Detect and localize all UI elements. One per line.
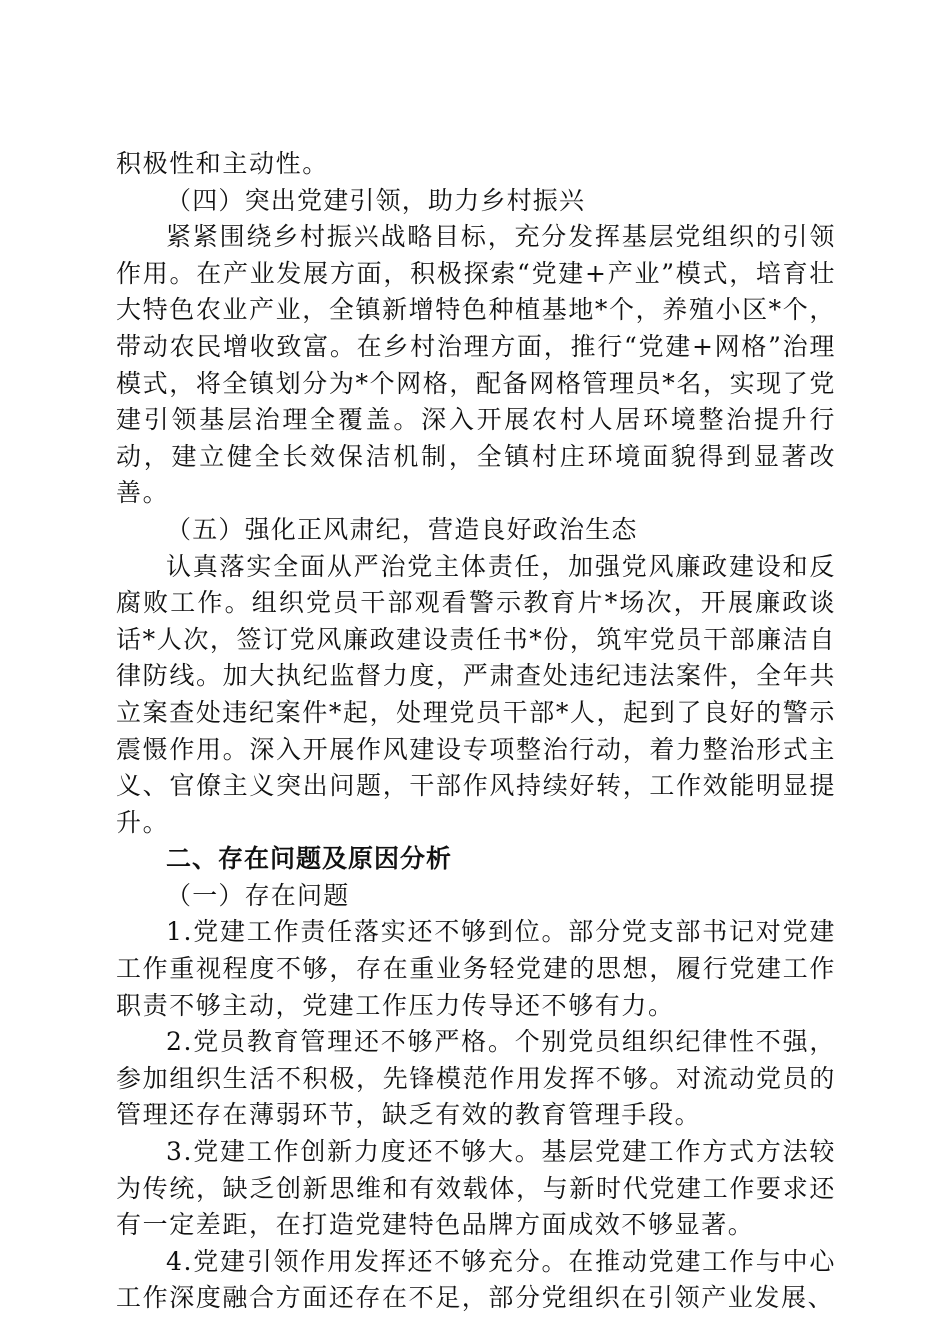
part-2-heading: 二、存在问题及原因分析 [166, 844, 453, 874]
problems-heading: （一）存在问题 [166, 880, 350, 910]
problem-2-paragraph: 2.党员教育管理还不够严格。个别党员组织纪律性不强，参加组织生活不积极，先锋模范作用发挥不够。对流动党员的管理还存在薄弱环节，缺乏有效的教育管理手段。 [116, 1027, 836, 1130]
problem-4-paragraph: 4.党建引领作用发挥还不够充分。在推动党建工作与中心工作深度融合方面还存在不足，部分党组织在引领产业发展、 [116, 1246, 836, 1313]
section-4-heading: （四）突出党建引领，助力乡村振兴 [166, 185, 586, 215]
problem-1-paragraph: 1.党建工作责任落实还不够到位。部分党支部书记对党建工作重视程度不够，存在重业务轻党建的思想，履行党建工作职责不够主动，党建工作压力传导还不够有力。 [116, 917, 836, 1020]
problem-3-paragraph: 3.党建工作创新力度还不够大。基层党建工作方式方法较为传统，缺乏创新思维和有效载体，与新时代党建工作要求还有一定差距，在打造党建特色品牌方面成效不够显著。 [116, 1137, 836, 1240]
section-4-paragraph: 紧紧围绕乡村振兴战略目标，充分发挥基层党组织的引领作用。在产业发展方面，积极探索“党建+产业”模式，培育壮大特色农业产业，全镇新增特色种植基地*个，养殖小区*个，带动农民增收致富。在乡村治理方面，推行“党建+网格”治理模式，将全镇划分为*个网格，配备网格管理员*名，实现了党建引领基层治理全覆盖。深入开展农村人居环境整治提升行动，建立健全长效保洁机制，全镇村庄环境面貌得到显著改善。 [116, 222, 836, 508]
document-body [116, 146, 836, 1317]
section-5-paragraph: 认真落实全面从严治党主体责任，加强党风廉政建设和反腐败工作。组织党员干部观看警示教育片*场次，开展廉政谈话*人次，签订党风廉政建设责任书*份，筑牢党员干部廉洁自律防线。加大执纪监督力度，严肃查处违纪违法案件，全年共立案查处违纪案件*起，处理党员干部*人，起到了良好的警示震慑作用。深入开展作风建设专项整治行动，着力整治形式主义、官僚主义突出问题，干部作风持续好转，工作效能明显提升。 [116, 551, 836, 837]
section-5-heading: （五）强化正风肃纪，营造良好政治生态 [166, 514, 638, 544]
continuation-paragraph: 积极性和主动性。 [116, 149, 329, 178]
